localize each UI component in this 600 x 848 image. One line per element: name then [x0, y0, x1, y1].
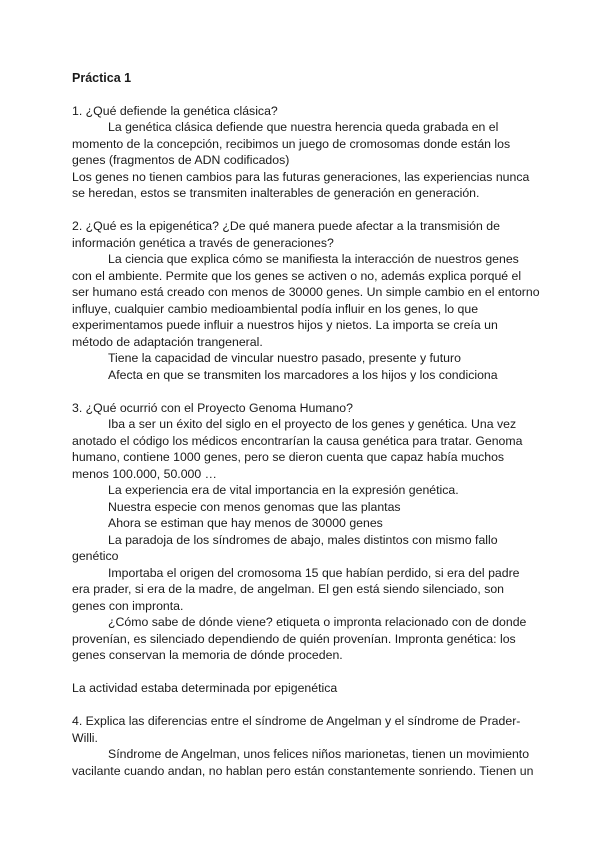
- answer-3-paragraph-6: Importaba el origen del cromosoma 15 que habían perdido, si era del padre era prader, si era de la madre, de angelman. El gen está siendo silenciado, son genes con impronta.: [72, 565, 520, 613]
- answer-2-paragraph-2: Tiene la capacidad de vincular nuestro pasado, presente y futuro: [108, 351, 461, 365]
- answer-1-paragraph-1: La genética clásica defiende que nuestra herencia queda grabada en el momento de la concepción, recibimos un juego de cromosomas donde están los genes (fragmentos de ADN codificados): [72, 120, 511, 167]
- document-title: Práctica 1: [72, 71, 132, 85]
- spacer: [72, 383, 540, 400]
- question-3: 3. ¿Qué ocurrió con el Proyecto Genoma Humano?: [72, 400, 353, 415]
- answer-3-paragraph-4: Ahora se estiman que hay menos de 30000 genes: [108, 516, 383, 530]
- answer-1-paragraph-2: Los genes no tienen cambios para las futuras generaciones, las experiencias nunca se heredan, estos se transmiten inalterables de generación en generación.: [72, 169, 530, 200]
- spacer: [72, 664, 540, 681]
- answer-3-paragraph-7: ¿Cómo sabe de dónde viene? etiqueta o impronta relacionado con de donde provenían, es silenciado dependiendo de quién provenían. Impronta genética: los genes conservan la memoria de dónde proceden.: [72, 615, 527, 662]
- answer-3-paragraph-3: Nuestra especie con menos genomas que las plantas: [108, 499, 401, 514]
- answer-3-paragraph-8: La actividad estaba determinada por epigenética: [72, 681, 338, 695]
- question-1: 1. ¿Qué defiende la genética clásica?: [72, 103, 278, 118]
- answer-3-paragraph-2: La experiencia era de vital importancia en la expresión genética.: [108, 483, 459, 497]
- answer-2-paragraph-1: La ciencia que explica cómo se manifiesta la interacción de nuestros genes con el ambiente. Permite que los genes se activen o no, además explica porqué el ser humano está creado con menos de 30000 genes. Un simple cambio en el entorno influye, cualquier cambio medioambiental podía influir en los genes, lo que experimentamos puede influir a nuestros hijos y nietos. La importa se creía un método de adaptación trangeneral.: [72, 252, 540, 349]
- question-4: 4. Explica las diferencias entre el síndrome de Angelman y el síndrome de Prader-Willi.: [72, 714, 521, 745]
- answer-2-paragraph-3: Afecta en que se transmiten los marcadores a los hijos y los condiciona: [108, 367, 498, 382]
- question-2: 2. ¿Qué es la epigenética? ¿De qué manera puede afectar a la transmisión de información genética a través de generaciones?: [72, 219, 500, 250]
- answer-3-paragraph-1: Iba a ser un éxito del siglo en el proyecto de los genes y genética. Una vez anotado el código los médicos encontrarían la causa genética para tratar. Genoma humano, contiene 1000 genes, pero se dieron cuenta que capaz había muchos menos 100.000, 50.000 …: [72, 417, 523, 481]
- spacer: [72, 697, 540, 714]
- spacer: [72, 202, 540, 219]
- answer-3-paragraph-5: La paradoja de los síndromes de abajo, males distintos con mismo fallo genético: [72, 532, 498, 563]
- answer-4-paragraph-1: Síndrome de Angelman, unos felices niños marionetas, tienen un movimiento vacilante cuando andan, no hablan pero están constantemente sonriendo. Tienen un: [72, 747, 534, 778]
